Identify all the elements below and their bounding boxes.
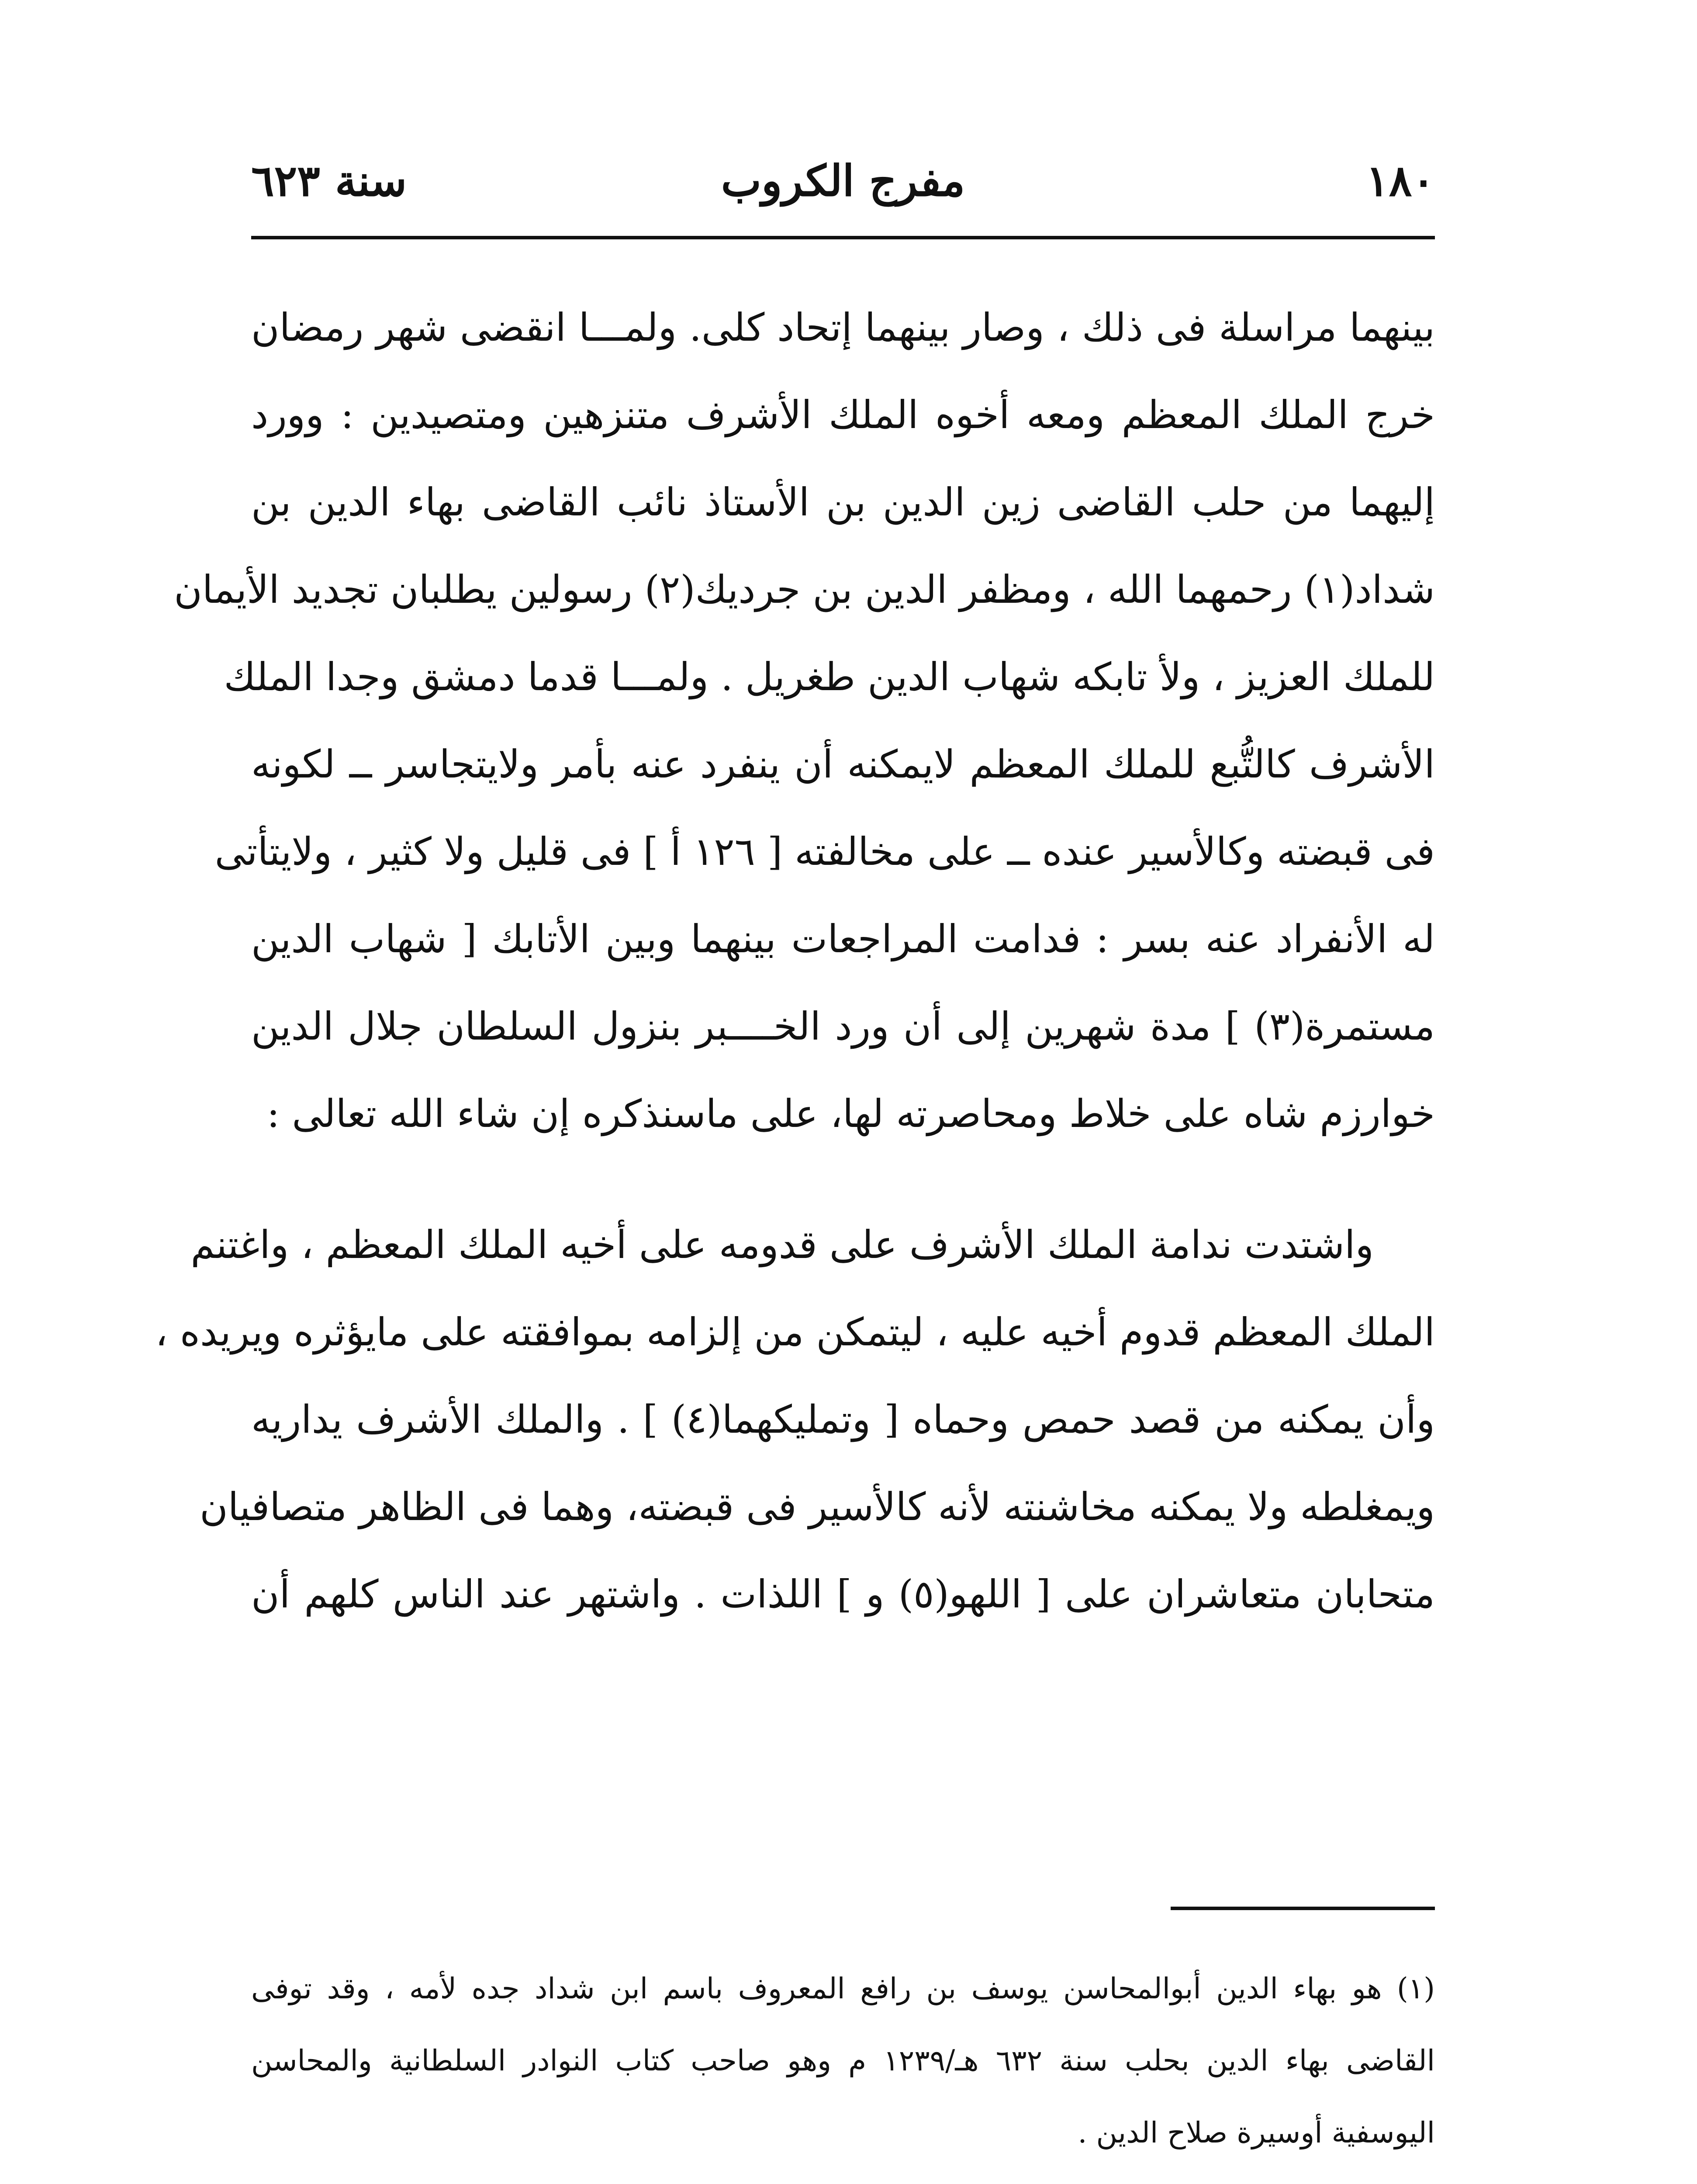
- text-line: للملك العزيز ، ولأ تابكه شهاب الدين طغريل . ولمـــا قدما دمشق وجدا الملك: [224, 654, 1435, 699]
- footnote-divider: [1171, 1907, 1435, 1910]
- book-title: مفرج الكروب: [721, 156, 965, 206]
- text-line: خوارزم شاه على خلاط ومحاصرته لها، على ماسنذكره إن شاء الله تعالى :: [266, 1091, 1435, 1136]
- footnotes: [251, 1952, 1435, 2184]
- text-line: بينهما مراسلة فى ذلك ، وصار بينهما إتحاد كلى. ولمـــا انقضى شهر رمضان: [251, 305, 1435, 350]
- footnote-line: القاضى بهاء الدين بحلب سنة ٦٣٢ هـ/١٢٣٩ م وهو صاحب كتاب النوادر السلطانية والمحاسن: [251, 2044, 1435, 2077]
- text-line: واشتدت ندامة الملك الأشرف على قدومه على أخيه الملك المعظم ، واغتنم: [190, 1222, 1374, 1267]
- text-line: له الأنفراد عنه بسر : فدامت المراجعات بينهما وبين الأتابك [ شهاب الدين: [251, 916, 1435, 961]
- text-line: خرج الملك المعظم ومعه أخوه الملك الأشرف متنزهين ومتصيدين : وورد: [251, 392, 1435, 437]
- page-number: ١٨٠: [1366, 156, 1435, 206]
- footnote-line: (١) هو بهاء الدين أبوالمحاسن يوسف بن رافع المعروف باسم ابن شداد جده لأمه ، وقد توفى: [251, 1972, 1435, 2005]
- footnote-2: [251, 2177, 1435, 2184]
- main-text: [155, 284, 1435, 1638]
- text-line: إليهما من حلب القاضى زين الدين بن الأستاذ نائب القاضى بهاء الدين بن: [251, 480, 1435, 525]
- text-line: الملك المعظم قدوم أخيه عليه ، ليتمكن من إلزامه بموافقته على مايؤثره ويريده ،: [155, 1310, 1435, 1355]
- text-line: ويمغلطه ولا يمكنه مخاشنته لأنه كالأسير فى قبضته، وهما فى الظاهر متصافيان: [200, 1484, 1435, 1529]
- paragraph-gap: [251, 1158, 1435, 1201]
- text-line: وأن يمكنه من قصد حمص وحماه [ وتمليكهما(٤) ] . والملك الأشرف يداريه: [251, 1397, 1435, 1442]
- text-line: شداد(١) رحمهما الله ، ومظفر الدين بن جرديك(٢) رسولين يطلبان تجديد الأيمان: [174, 567, 1435, 612]
- year-label: سنة ٦٢٣: [251, 156, 407, 206]
- footnote-line: اليوسفية أوسيرة صلاح الدين .: [1078, 2116, 1435, 2149]
- running-header: [251, 144, 1435, 218]
- header-divider: [251, 236, 1435, 239]
- text-line: فى قبضته وكالأسير عنده ــ على مخالفته [ ١٢٦ أ ] فى قليل ولا كثير ، ولايتأتى: [214, 829, 1435, 874]
- text-line: مستمرة(٣) ] مدة شهرين إلى أن ورد الخــــبر بنزول السلطان جلال الدين: [251, 1004, 1435, 1049]
- footnote-1: [251, 1952, 1435, 2169]
- paragraph-2: [155, 1201, 1435, 1638]
- text-line: الأشرف كالتُّبع للملك المعظم لايمكنه أن ينفرد عنه بأمر ولايتجاسر ــ لكونه: [251, 742, 1435, 787]
- paragraph-1: [174, 284, 1435, 1158]
- text-line: متحابان متعاشران على [ اللهو(٥) و ] اللذات . واشتهر عند الناس كلهم أن: [251, 1572, 1435, 1617]
